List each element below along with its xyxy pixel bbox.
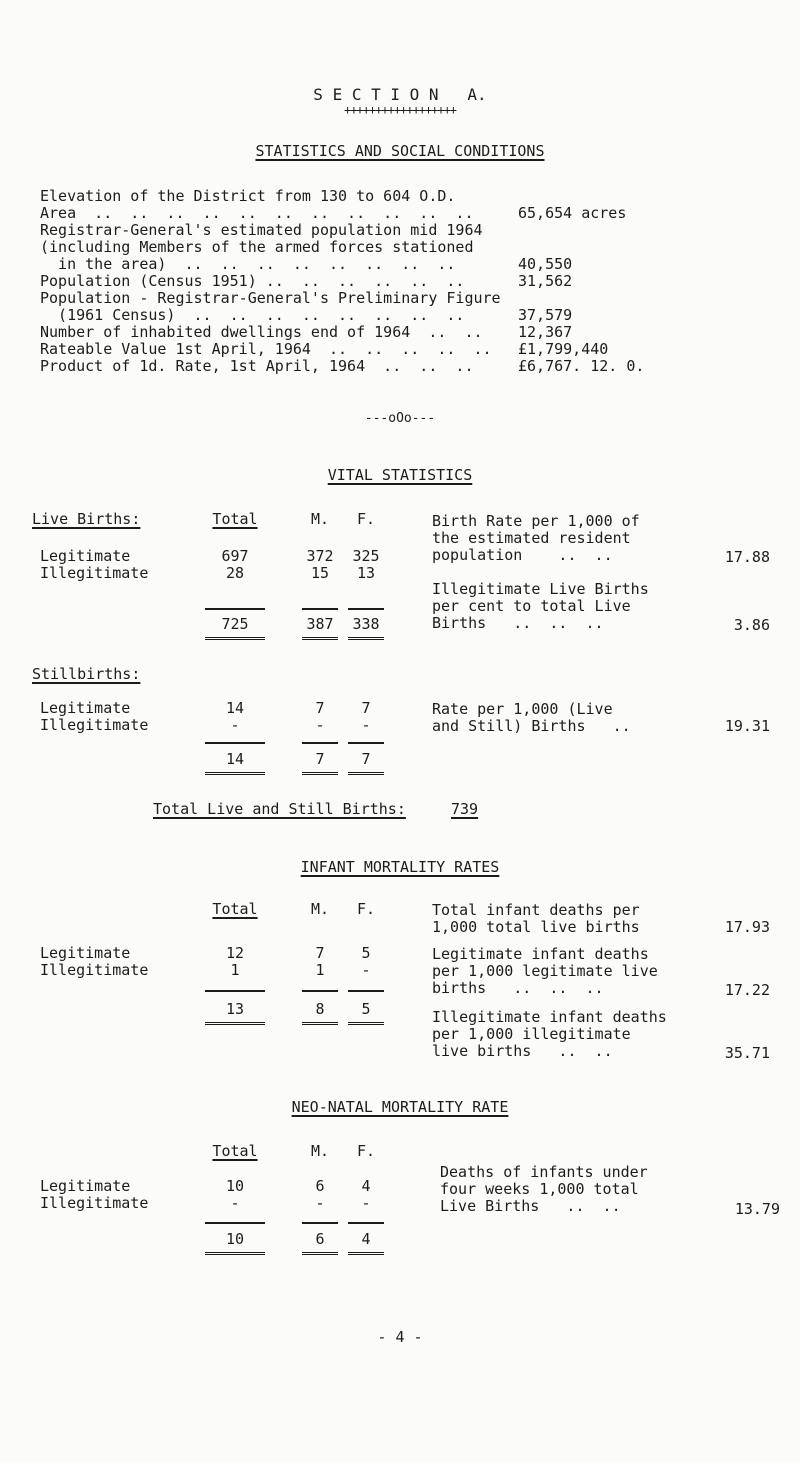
row-legitimate: Legitimate [40,547,131,565]
rule [302,1222,338,1224]
col-total: Total [212,900,258,918]
row-illegitimate: Illegitimate [40,716,149,734]
cell: 13 [356,564,376,582]
infant-rate-2-label-2: per 1,000 legitimate live [432,962,658,980]
row-illegitimate: Illegitimate [40,564,149,582]
rule [348,608,384,610]
population-estimate-label-2: (including Members of the armed forces stationed [40,238,474,256]
infant-rate-2-label: Legitimate infant deaths [432,945,649,963]
infant-rate-3-label: Illegitimate infant deaths [432,1008,667,1026]
rateable-value: £1,799,440 [518,340,609,358]
illegitimate-percent-label: Illegitimate Live Births [432,580,649,598]
birth-rate-label-3: population .. .. [432,546,613,564]
preliminary-label-2: (1961 Census) .. .. .. .. .. .. .. .. [40,306,465,324]
cell: 13 [225,1000,245,1018]
rule [348,990,384,992]
cell: 4 [361,1177,371,1195]
infant-rate-3-label-2: per 1,000 illegitimate [432,1025,631,1043]
cell: - [361,961,371,979]
product-rate-value: £6,767. 12. 0. [518,357,645,375]
infant-rate-2-label-3: births .. .. .. [432,979,604,997]
illegitimate-percent-label-2: per cent to total Live [432,597,631,615]
still-rate-value: 19.31 [724,717,770,735]
cell: 6 [315,1230,325,1248]
col-male: M. [310,510,330,528]
neonatal-rate-label-3: Live Births .. .. [440,1197,621,1215]
rateable-value-label: Rateable Value 1st April, 1964 .. .. .. .. .. [40,340,492,358]
rule [348,1022,384,1025]
row-illegitimate: Illegitimate [40,1194,149,1212]
population-estimate-label-3: in the area) .. .. .. .. .. .. .. .. [40,255,456,273]
rule [302,742,338,744]
row-legitimate: Legitimate [40,944,131,962]
cell: 325 [352,547,380,565]
rule [205,1022,265,1025]
cell: 7 [361,699,371,717]
rule [205,1252,265,1255]
row-legitimate: Legitimate [40,1177,131,1195]
rule [302,1252,338,1255]
cell: 8 [315,1000,325,1018]
cell: 338 [352,615,380,633]
rule [348,1252,384,1255]
page-title: STATISTICS AND SOCIAL CONDITIONS [255,142,545,160]
col-male: M. [310,900,330,918]
section-heading: S E C T I O N A. [313,85,487,104]
infant-rate-1-label: Total infant deaths per [432,901,640,919]
rule [205,990,265,992]
cell: 387 [306,615,334,633]
total-births-label: Total Live and Still Births: [153,800,406,818]
infant-rate-3-value: 35.71 [724,1044,770,1062]
rule [205,608,265,610]
preliminary-label: Population - Registrar-General's Preliminary Figure [40,289,501,307]
col-female: F. [356,510,376,528]
col-total: Total [212,510,258,528]
rule [205,772,265,775]
cell: 7 [361,750,371,768]
product-rate-label: Product of 1d. Rate, 1st April, 1964 .. .. .. [40,357,474,375]
infant-rate-3-label-3: live births .. .. [432,1042,613,1060]
cell: 7 [315,750,325,768]
cell: 1 [230,961,240,979]
live-births-heading: Live Births: [32,510,141,528]
row-illegitimate: Illegitimate [40,961,149,979]
census-label: Population (Census 1951) .. .. .. .. .. .. [40,272,465,290]
cell: 28 [225,564,245,582]
col-total: Total [212,1142,258,1160]
page-number: - 4 - [377,1328,423,1346]
dwellings-label: Number of inhabited dwellings end of 1964 .. .. [40,323,483,341]
row-legitimate: Legitimate [40,699,131,717]
cell: 6 [315,1177,325,1195]
cell: 1 [315,961,325,979]
rule [348,1222,384,1224]
cell: 725 [221,615,249,633]
cell: 7 [315,699,325,717]
infant-title: INFANT MORTALITY RATES [300,858,500,876]
rule [302,637,338,640]
cell: 12 [225,944,245,962]
rule [302,608,338,610]
infant-rate-1-value: 17.93 [724,918,770,936]
cell: 10 [225,1230,245,1248]
cell: 4 [361,1230,371,1248]
vital-title: VITAL STATISTICS [327,466,473,484]
cell: 5 [361,1000,371,1018]
cell: - [315,716,325,734]
rule [302,990,338,992]
illegitimate-percent-label-3: Births .. .. .. [432,614,604,632]
rule [348,637,384,640]
cell: 14 [225,699,245,717]
rule [302,1022,338,1025]
infant-rate-2-value: 17.22 [724,981,770,999]
preliminary-value: 37,579 [518,306,573,324]
population-estimate-label: Registrar-General's estimated population mid 1964 [40,221,483,239]
rule [205,1222,265,1224]
cell: 5 [361,944,371,962]
total-births-value: 739 [451,800,479,818]
still-rate-label-2: and Still) Births .. [432,717,631,735]
area-value: 65,654 acres [518,204,627,222]
infant-rate-1-label-2: 1,000 total live births [432,918,640,936]
birth-rate-label: Birth Rate per 1,000 of [432,512,640,530]
cell: - [315,1194,325,1212]
birth-rate-label-2: the estimated resident [432,529,631,547]
col-male: M. [310,1142,330,1160]
cell: - [230,1194,240,1212]
rule [302,772,338,775]
illegitimate-percent-value: 3.86 [733,616,770,634]
rule [205,742,265,744]
stillbirths-heading: Stillbirths: [32,665,141,683]
cell: 14 [225,750,245,768]
rule [348,772,384,775]
rule [348,742,384,744]
col-female: F. [356,1142,376,1160]
dwellings-value: 12,367 [518,323,573,341]
cell: 372 [306,547,334,565]
cell: 10 [225,1177,245,1195]
birth-rate-value: 17.88 [724,548,770,566]
rule [205,637,265,640]
area-label: Area .. .. .. .. .. .. .. .. .. .. .. [40,204,474,222]
cell: 7 [315,944,325,962]
col-female: F. [356,900,376,918]
census-value: 31,562 [518,272,573,290]
cell: 697 [221,547,249,565]
cell: - [230,716,240,734]
population-estimate-value: 40,550 [518,255,573,273]
elevation-line: Elevation of the District from 130 to 604 O.D. [40,187,456,205]
cell: 15 [310,564,330,582]
cell: - [361,1194,371,1212]
still-rate-label: Rate per 1,000 (Live [432,700,613,718]
neonatal-title: NEO-NATAL MORTALITY RATE [291,1098,509,1116]
neonatal-rate-label: Deaths of infants under [440,1163,648,1181]
separator: ---oOo--- [364,411,436,426]
cell: - [361,716,371,734]
plus-rule: ++++++++++++++++++ [343,103,457,117]
neonatal-rate-value: 13.79 [734,1200,780,1218]
neonatal-rate-label-2: four weeks 1,000 total [440,1180,639,1198]
